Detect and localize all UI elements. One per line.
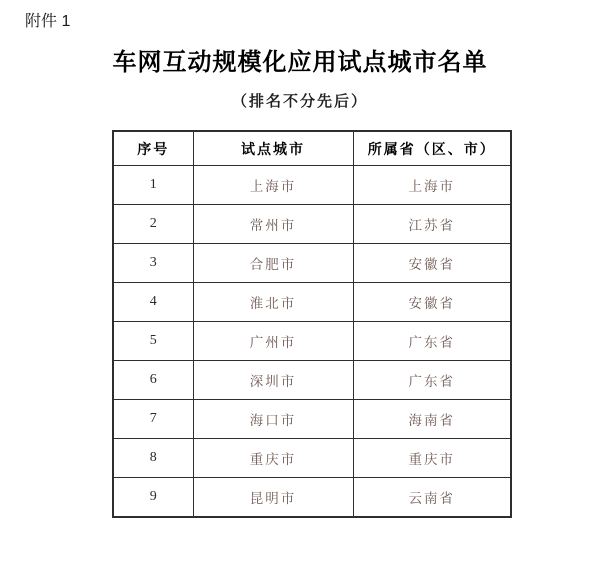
cell-no: 9 [113,478,193,518]
page-subtitle: （排名不分先后） [231,94,368,110]
cell-province: 安徽省 [353,283,511,322]
cell-no: 7 [113,400,193,439]
cell-province: 广东省 [353,361,511,400]
cell-no: 1 [113,166,193,205]
table-row [113,439,511,478]
cell-province: 江苏省 [353,205,511,244]
header-no: 序号 [113,131,193,166]
table-row [113,400,511,439]
cell-city: 海口市 [193,400,353,439]
cell-city: 昆明市 [193,478,353,518]
page-title: 车网互动规模化应用试点城市名单 [112,50,488,76]
table-row [113,322,511,361]
cell-no: 3 [113,244,193,283]
cell-no: 8 [113,439,193,478]
table-row [113,205,511,244]
cell-city: 常州市 [193,205,353,244]
cell-province: 重庆市 [353,439,511,478]
cell-province: 云南省 [353,478,511,518]
cell-province: 广东省 [353,322,511,361]
cell-city: 重庆市 [193,439,353,478]
cell-province: 海南省 [353,400,511,439]
attachment-label: 附件 1 [25,13,71,30]
table-row [113,283,511,322]
table-row [113,478,511,518]
cell-city: 广州市 [193,322,353,361]
table-row [113,361,511,400]
cell-city: 合肥市 [193,244,353,283]
pilot-city-table [112,130,512,518]
cell-no: 2 [113,205,193,244]
table-row [113,244,511,283]
cell-province: 安徽省 [353,244,511,283]
header-province: 所属省（区、市） [353,131,511,166]
table-row [113,166,511,205]
cell-city: 深圳市 [193,361,353,400]
cell-city: 淮北市 [193,283,353,322]
cell-province: 上海市 [353,166,511,205]
cell-city: 上海市 [193,166,353,205]
table-header-row [113,131,511,166]
header-city: 试点城市 [193,131,353,166]
cell-no: 5 [113,322,193,361]
cell-no: 4 [113,283,193,322]
cell-no: 6 [113,361,193,400]
